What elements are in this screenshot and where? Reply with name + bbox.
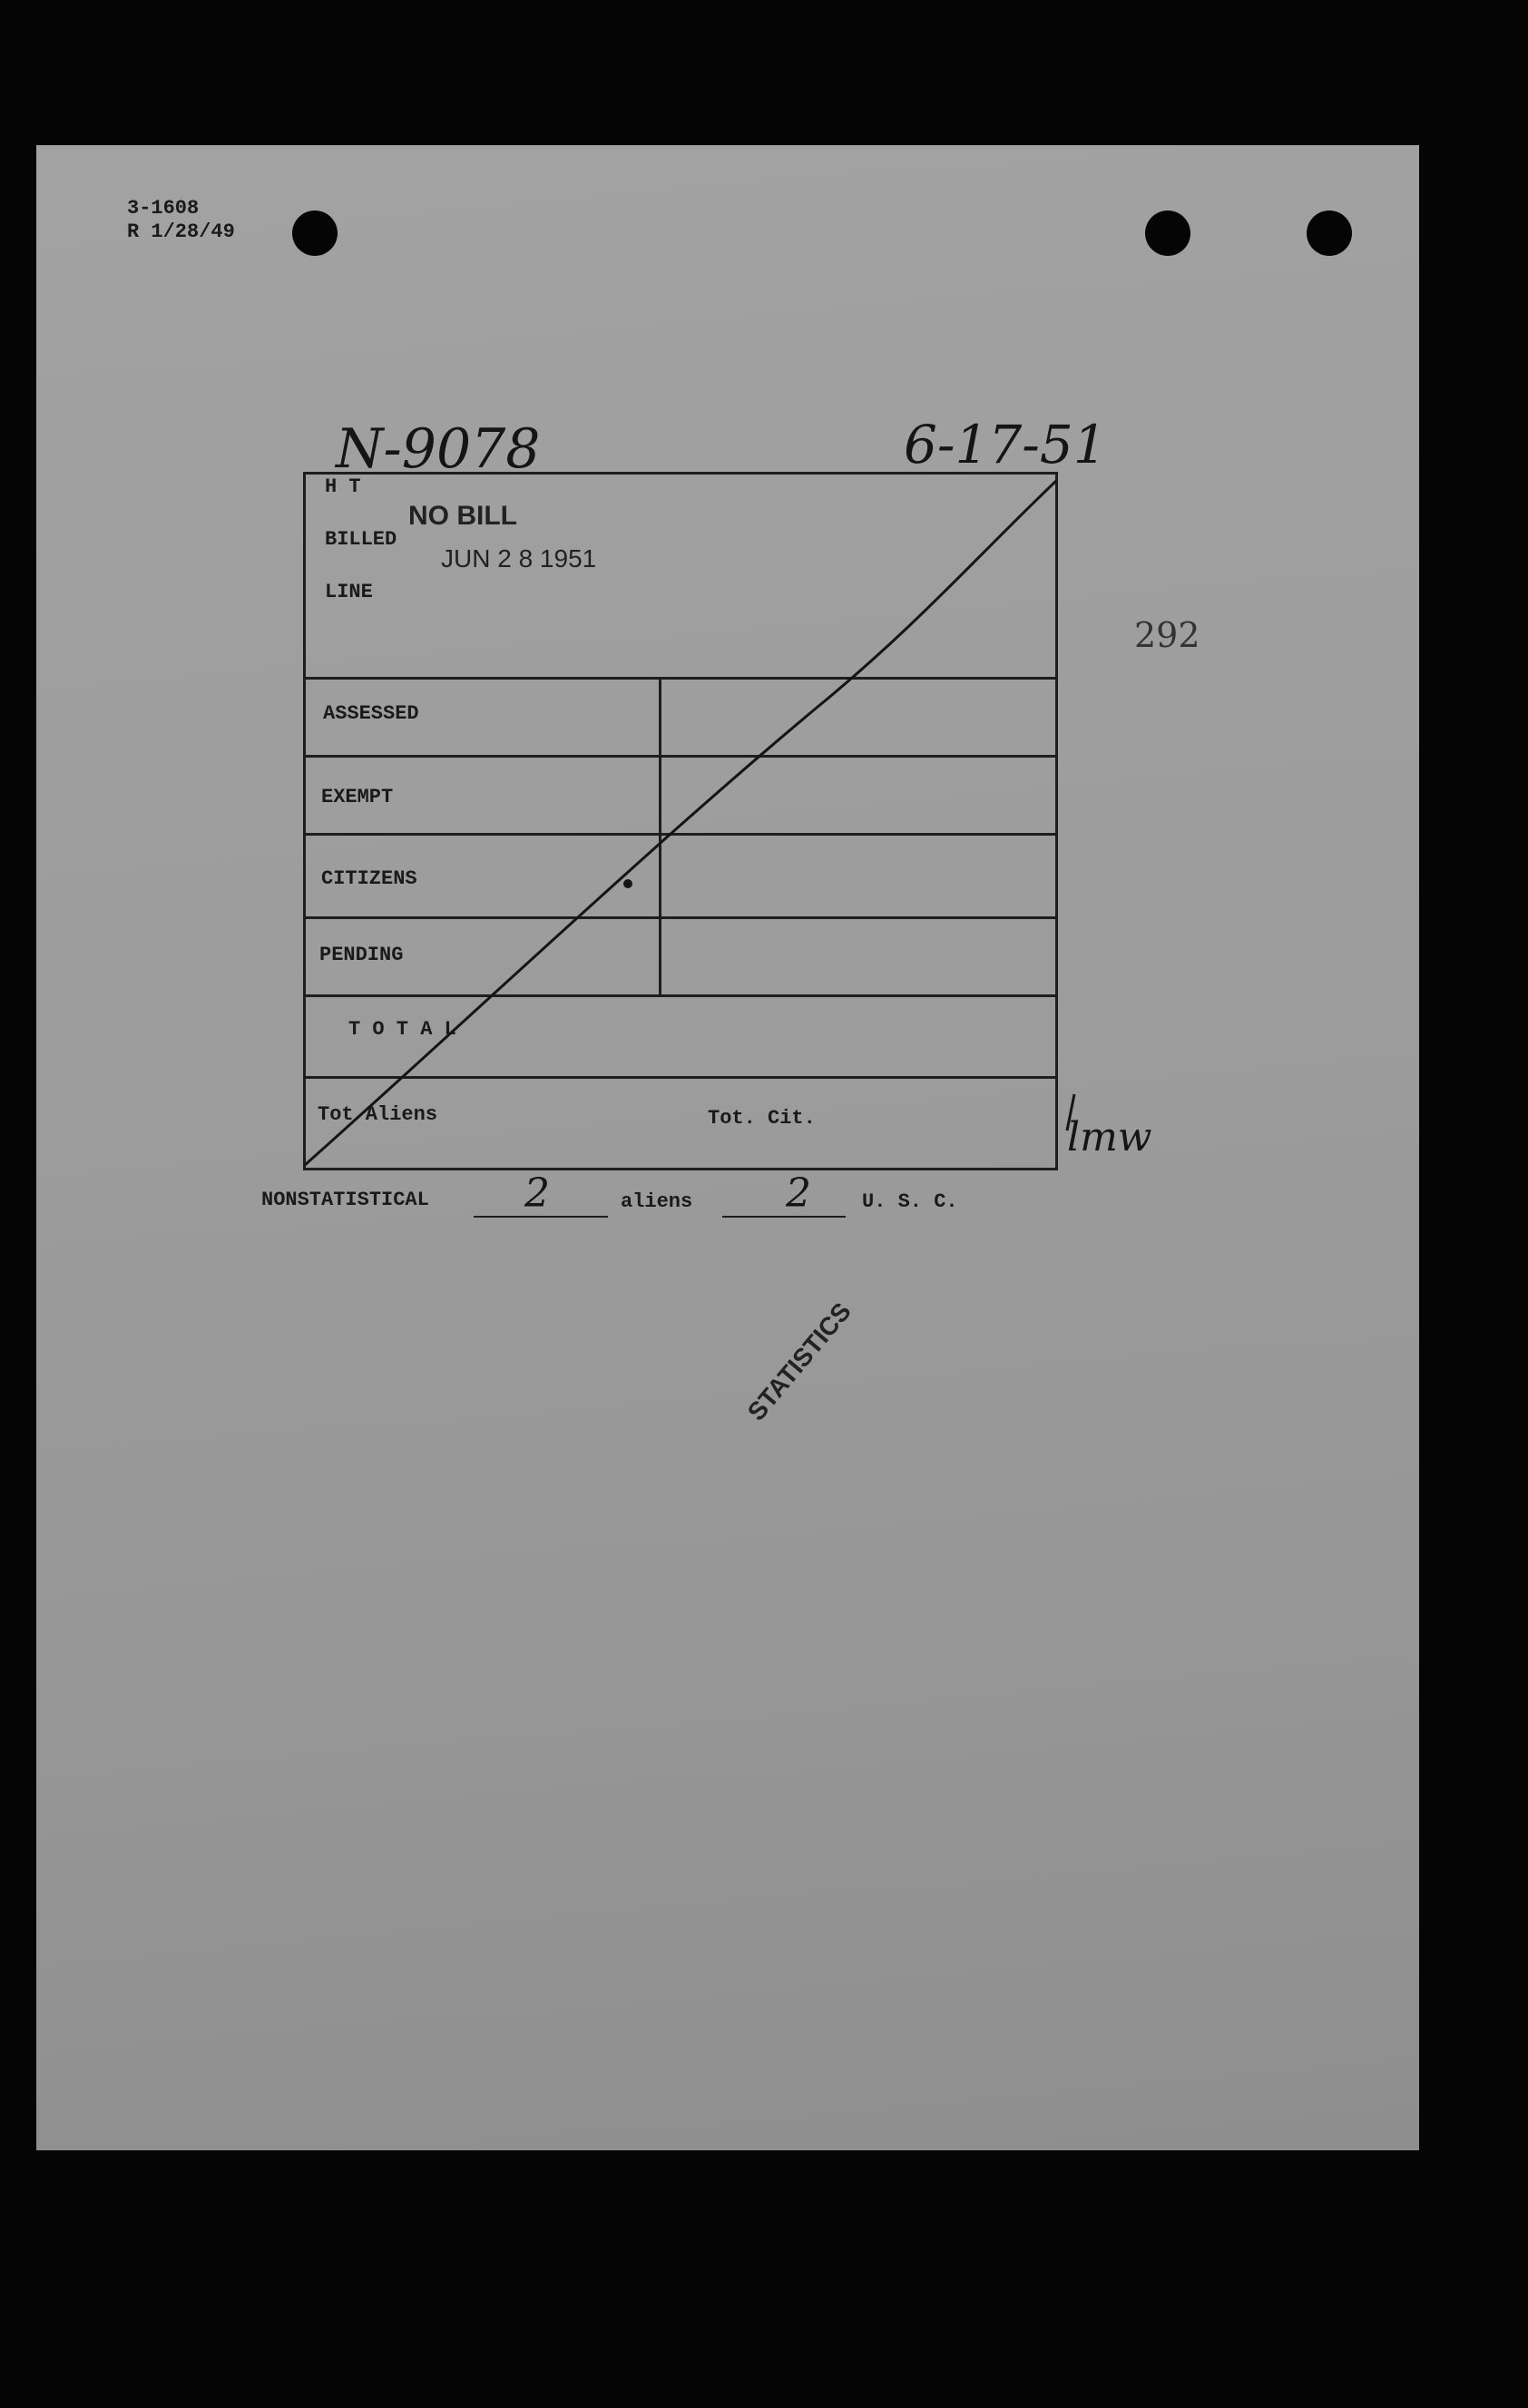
usc-count: 2 [786,1170,811,1217]
nonstatistical-label: NONSTATISTICAL [261,1189,429,1211]
exempt-label: EXEMPT [321,786,394,808]
case-number: N-9078 [336,417,541,481]
citizens-label: CITIZENS [321,867,417,890]
usc-blank [722,1216,846,1218]
file-date: R 1/28/49 [127,220,235,243]
tot-aliens-label: Tot Aliens [318,1103,438,1126]
billed-label: BILLED [325,528,397,551]
aliens-label: aliens [621,1190,693,1213]
page-number: 292 [1134,615,1200,655]
tot-cit-label: Tot. Cit. [708,1107,816,1130]
assessed-label: ASSESSED [323,702,419,725]
file-number: 3-1608 [127,197,200,220]
line-label: LINE [325,581,373,603]
no-bill-stamp: NO BILL [408,501,517,531]
aliens-count: 2 [524,1170,550,1217]
handwritten-date: 6-17-51 [904,414,1107,475]
ht-label: H T [325,475,361,498]
pending-label: PENDING [319,944,404,966]
date-stamp: JUN 2 8 1951 [441,544,597,573]
statistics-stamp: STATISTICS [741,1297,857,1426]
total-label: T O T A L [348,1018,456,1041]
usc-label: U. S. C. [862,1190,958,1213]
initials: lmw [1067,1114,1152,1160]
